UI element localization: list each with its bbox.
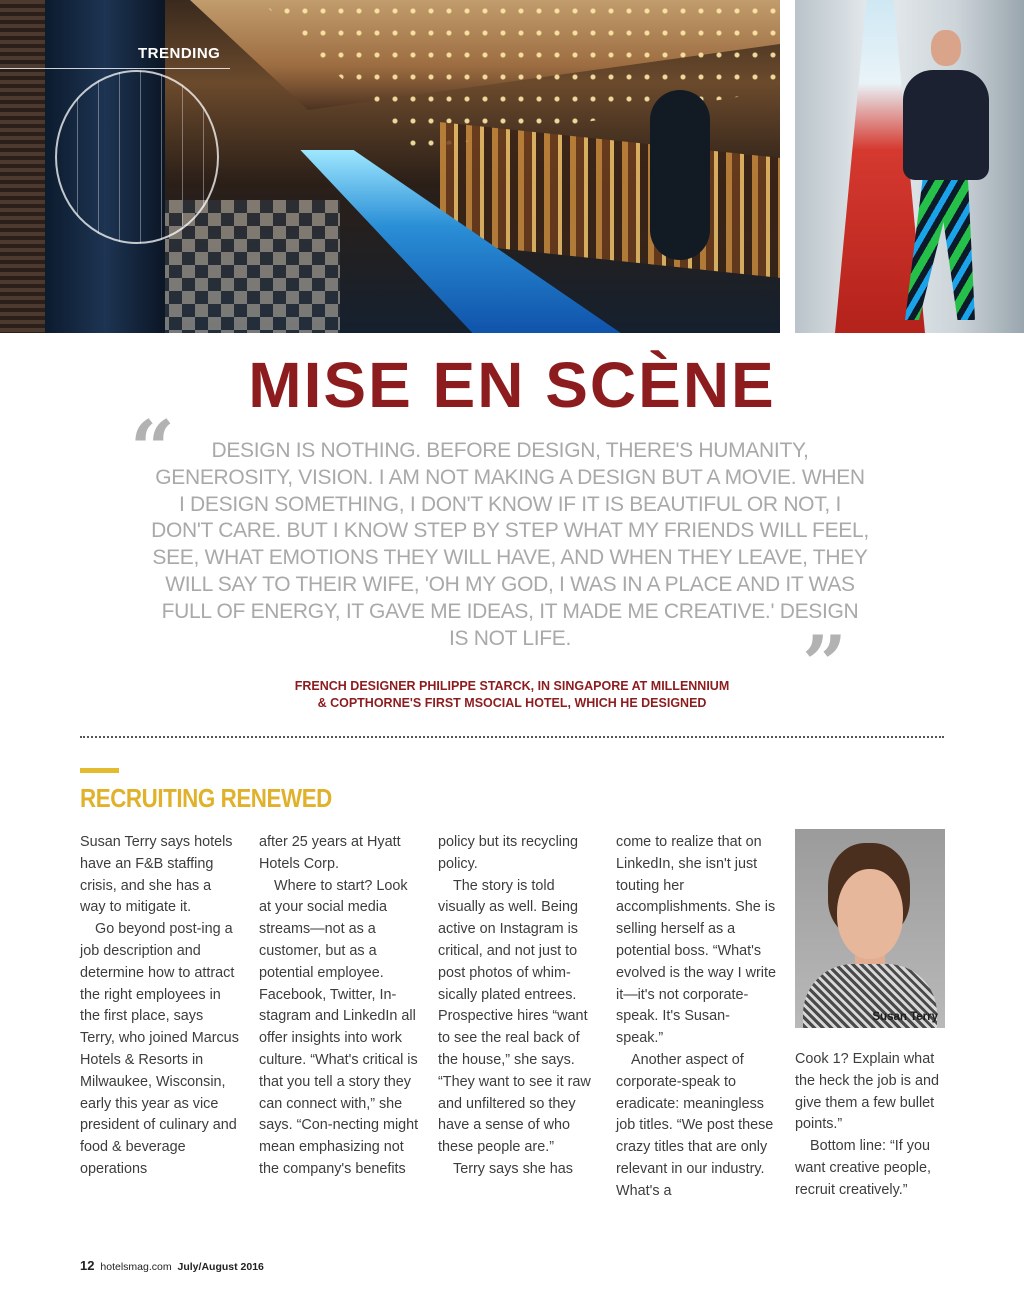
paragraph: The story is told visually as well. Being active on Instagram is critical, and not just to post photos of whim-sically plated entrees. Prospective hires “want to see the real back of the house,” she says. “They want to see it raw and unfiltered so they have a sense of who these people are.” <box>438 877 591 1156</box>
paragraph: Bottom line: “If you want creative people, recruit creatively.” <box>795 1138 931 1198</box>
article-column-1 <box>80 832 240 1181</box>
article-column-2 <box>259 832 419 1181</box>
open-quote-icon: “ <box>130 404 175 495</box>
article-title: RECRUITING RENEWED <box>80 783 332 813</box>
section-accent-bar <box>80 768 119 773</box>
designer-portrait-photo <box>795 0 1024 333</box>
paragraph: Susan Terry says hotels have an F&B staffing crisis, and she has a way to mitigate it. <box>80 834 233 916</box>
article-column-4 <box>616 832 776 1203</box>
page-title: MISE EN SCÈNE <box>248 349 776 421</box>
trending-rule <box>0 68 230 69</box>
article-column-5 <box>795 1049 955 1202</box>
attribution-line-2: & COPTHORNE'S FIRST MSOCIAL HOTEL, WHICH HE DESIGNED <box>317 696 707 710</box>
paragraph: Cook 1? Explain what the heck the job is and give them a few bullet points.” <box>795 1051 940 1133</box>
close-quote-icon: ” <box>802 619 847 710</box>
photo-caption: Susan Terry <box>872 1011 938 1023</box>
paragraph: policy but its recycling policy. <box>438 834 578 872</box>
paragraph: come to realize that on LinkedIn, she isn't just touting her accomplishments. She is selling herself as a potential boss. “What's evolved is the way I write it—it's not corporate-speak. It's Susan-speak.” <box>616 834 776 1047</box>
susan-terry-headshot <box>795 829 945 1028</box>
paragraph: Terry says she has <box>453 1160 573 1177</box>
article-column-3 <box>438 832 598 1181</box>
paragraph: after 25 years at Hyatt Hotels Corp. <box>259 834 401 872</box>
page-footer <box>80 1258 264 1273</box>
attribution-line-1: FRENCH DESIGNER PHILIPPE STARCK, IN SINGAPORE AT MILLENNIUM <box>294 679 730 693</box>
page-number: 12 <box>80 1258 95 1273</box>
paragraph: Where to start? Look at your social media streams—not as a customer, but as a potential employee. Facebook, Twitter, In-stagram and LinkedIn all offer insights into work culture. “What's critical is that you tell a story they can connect with,” she says. “Con-necting might mean emphasizing not the company's benefits <box>259 877 419 1177</box>
bar-interior-photo <box>0 0 780 333</box>
site-url: hotelsmag.com <box>100 1261 172 1273</box>
dotted-divider <box>80 736 944 738</box>
paragraph: Go beyond post-ing a job description and determine how to attract the right employees in the first place, says Terry, who joined Marcus Hotels & Resorts in Milwaukee, Wisconsin, early this year as vice president of culinary and food & beverage operations <box>80 921 239 1177</box>
issue-date: July/August 2016 <box>177 1261 264 1273</box>
paragraph: Another aspect of corporate-speak to eradicate: meaningless job titles. “We post these crazy titles that are only relevant in our industry. What's a <box>616 1051 774 1199</box>
pull-quote: DESIGN IS NOTHING. BEFORE DESIGN, THERE'S HUMANITY, GENEROSITY, VISION. I AM NOT MAKING A DESIGN BUT A MOVIE. WHEN I DESIGN SOMETHING, I DON'T KNOW IF IT IS BEAUTIFUL OR NOT, I DON'T CARE. BUT I KNOW STEP BY STEP WHAT MY FRIENDS WILL FEEL, SEE, WHAT EMOTIONS THEY WILL HAVE, AND WHEN THEY LEAVE, THEY WILL SAY TO THEIR WIFE, 'OH MY GOD, I WAS IN A PLACE AND IT WAS FULL OF ENERGY, IT GAVE ME IDEAS, IT MADE ME CREATIVE.' DESIGN IS NOT LIFE. <box>151 439 869 650</box>
quote-attribution <box>240 678 784 712</box>
section-tag: TRENDING <box>138 45 221 62</box>
